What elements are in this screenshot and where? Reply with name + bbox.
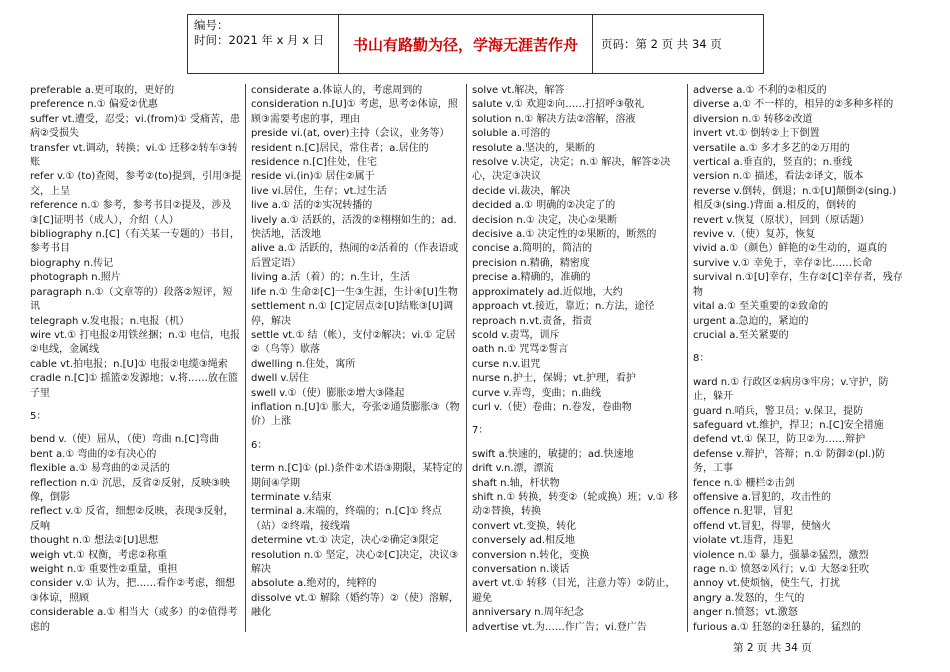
- vocab-entry: decided a.① 明确的②决定了的: [472, 200, 616, 212]
- vocab-entry: living a.活（着）的；n.生计，生活: [251, 272, 410, 284]
- vocab-entry: angry a.发怒的，生气的: [693, 592, 805, 604]
- vocab-entry: solution n.① 解决方法②溶解，溶液: [472, 113, 636, 125]
- vocab-entry: concise a.简明的，简洁的: [472, 243, 593, 255]
- vocab-entry: invert vt.① 倒转②上下倒置: [693, 128, 820, 140]
- vocab-entry: determine vt.① 决定，决心②确定③限定: [251, 535, 439, 547]
- vocab-entry: lively a.① 活跃的，活泼的②栩栩如生的；ad.快活地，活泼地: [251, 214, 457, 241]
- vocab-entry: preside vi.(at, over)主持（会议，业务等）: [251, 128, 450, 140]
- vocab-entry: bent a.① 弯曲的②有决心的: [30, 448, 157, 460]
- vocab-entry: swell v.①（使）膨胀②增大③隆起: [251, 387, 405, 399]
- vocab-entry: revive v.（使）复苏，恢复: [693, 229, 816, 241]
- vocab-entry: curl v.（使）卷曲；n.卷发，卷曲物: [472, 401, 632, 413]
- vocab-entry: salute v.① 欢迎②向……打招呼③敬礼: [472, 99, 645, 111]
- vocab-entry: defend vt.① 保卫，防卫②为……辩护: [693, 434, 866, 446]
- section-number: 5：: [30, 410, 47, 422]
- vocab-entry: consider v.① 认为，把……看作②考虑，细想③体谅，照顾: [30, 578, 236, 604]
- vocab-entry: reproach n.vt.责备，指责: [472, 315, 593, 327]
- vocab-entry: cable vt.拍电报；n.[U]① 电报②电缆③绳索: [30, 358, 228, 370]
- header-motto: 书山有路勤为径，学海无涯苦作舟: [338, 14, 593, 74]
- vocab-entry: biography n.传记: [30, 257, 114, 269]
- vocab-entry: decision n.① 决定，决心②果断: [472, 214, 618, 226]
- vocab-entry: suffer vt.遭受，忍受；vi.(from)① 受痛苦，患病②受损失: [30, 113, 240, 140]
- vocab-entry: offensive a.冒犯的，攻击性的: [693, 491, 832, 503]
- vocab-entry: dwelling n.住处，寓所: [251, 358, 356, 370]
- vocab-entry: resolve v.决定，决定；n.① 解决，解答②决心，决定③决议: [472, 157, 671, 183]
- vocab-entry: residence n.[C]住处，住宅: [251, 157, 378, 169]
- vocab-entry: scold v.责骂，训斥: [472, 329, 560, 341]
- vocab-entry: precise a.精确的，准确的: [472, 272, 591, 284]
- vocab-entry: flexible a.① 易弯曲的②灵活的: [30, 463, 170, 475]
- vocab-entry: advertise vt.为……作广告；vi.登广告: [472, 621, 647, 633]
- vocab-entry: term n.[C]① (pl.)条件②术语③期限，某特定的期间④学期: [251, 463, 463, 489]
- vocab-entry: offend vt.冒犯，得罪，使恼火: [693, 520, 832, 532]
- vocab-entry: terminal a.末端的，终端的；n.[C]① 终点（站）②终端，接线端: [251, 506, 442, 532]
- vocab-entry: telegraph v.发电报；n.电报（机）: [30, 315, 190, 327]
- vocab-entry: violence n.① 暴力，强暴②猛烈，激烈: [693, 549, 869, 561]
- vocab-entry: versatile a.① 多才多艺的②万用的: [693, 142, 850, 154]
- vocab-entry: weigh vt.① 权衡，考虑②称重: [30, 549, 168, 561]
- vocab-entry: resolute a.坚决的，果断的: [472, 142, 596, 154]
- vocab-entry: safeguard vt.维护，捍卫；n.[C]安全措施: [693, 419, 884, 431]
- vocab-entry: alive a.① 活跃的，热闹的②活着的（作表语或后置定语）: [251, 243, 459, 269]
- id-label: 编号：: [194, 18, 229, 32]
- vocab-entry: conversely ad.相反地: [472, 535, 576, 547]
- vocab-entry: decide vi.裁决，解决: [472, 185, 571, 197]
- vocab-entry: oath n.① 咒骂②誓言: [472, 344, 569, 356]
- vocab-entry: nurse n.护士，保姆；vt.护理，看护: [472, 373, 636, 385]
- vocab-entry: version n.① 描述，看法②译文，版本: [693, 171, 864, 183]
- vocab-entry: resident n.[C]居民，常住者；a.居住的: [251, 142, 429, 154]
- vocab-entry: approach vt.接近，靠近；n.方法，途径: [472, 301, 655, 313]
- vocab-entry: soluble a.可溶的: [472, 128, 551, 140]
- vocab-entry: defense v.辩护，答辩；n.① 防御②(pl.)防务，工事: [693, 448, 886, 475]
- vocab-entry: resolution n.① 坚定，决心②[C]决定，决议③解决: [251, 549, 459, 575]
- vocab-entry: paragraph n.①（文章等的）段落②短评，短讯: [30, 286, 233, 313]
- vocab-entry: swift a.快速的，敏捷的；ad.快速地: [472, 448, 634, 460]
- vocab-entry: shift n.① 转换，转变②（轮或换）班；v.① 移动②替换，转换: [472, 491, 678, 518]
- vocab-entry: weight n.① 重要性②重量，重担: [30, 564, 178, 575]
- vocab-entry: inflation n.[U]① 胀大，夸张②通货膨胀③（物价）上涨: [251, 401, 460, 428]
- vocab-column-3: [472, 84, 684, 635]
- vocab-entry: vivid a.①（颜色）鲜艳的②生动的，逼真的: [693, 243, 888, 255]
- vocab-entry: annoy vt.使烦恼，使生气，打扰: [693, 578, 841, 590]
- header-meta: [187, 14, 339, 74]
- vocab-entry: thought n.① 想法②[U]思想: [30, 535, 159, 547]
- vocab-entry: transfer vt.调动，转换；vi.① 迁移②转车③转账: [30, 142, 238, 169]
- vocab-entry: reference n.① 参考，参考书目②提及，涉及③[C]证明书（成人），介绍（人）: [30, 200, 232, 226]
- spacer: [693, 367, 905, 376]
- vocab-entry: consideration n.[U]① 考虑，思考②体谅，照顾③需要考虑的事，理由: [251, 99, 458, 125]
- vocab-entry: furious a.① 狂怒的②狂暴的，猛烈的: [693, 621, 862, 633]
- vocab-column-1: [30, 84, 242, 635]
- page-footer: 第 2 页 共 34 页: [733, 642, 812, 654]
- vocab-entry: bend v.（使）屈从，（使）弯曲 n.[C]弯曲: [30, 434, 220, 446]
- vocab-entry: drift v.n.漂，漂流: [472, 463, 554, 475]
- vocab-entry: dissolve vt.① 解除（婚约等）②（使）溶解，融化: [251, 592, 459, 619]
- vocab-entry: fence n.① 栅栏②击剑: [693, 477, 795, 489]
- vocab-column-2: [251, 84, 463, 621]
- page-header: [187, 14, 764, 74]
- header-page-info: 页码：第 2 页 共 34 页: [592, 14, 764, 74]
- spacer: [30, 401, 242, 410]
- column-divider: [245, 84, 246, 632]
- vocab-entry: solve vt.解决，解答: [472, 85, 565, 96]
- vocab-entry: rage n.① 愤怒②风行；v.① 大怒②狂吹: [693, 564, 869, 575]
- vocab-entry: curve v.弄弯，变曲；n.曲线: [472, 387, 602, 399]
- vocab-entry: diversion n.① 转移②改道: [693, 113, 813, 125]
- vocab-entry: revert v.恢复（原状），回到（原话题）: [693, 214, 870, 226]
- vocab-entry: live a.① 活的②实况转播的: [251, 200, 373, 212]
- vocab-entry: terminate v.结束: [251, 491, 332, 503]
- vocab-entry: reflection n.① 沉思，反省②反射，反映③映像，倒影: [30, 477, 230, 503]
- vocab-entry: diverse a.① 不一样的，相异的②多种多样的: [693, 99, 894, 111]
- spacer: [251, 453, 463, 462]
- spacer: [472, 439, 684, 448]
- spacer: [693, 343, 905, 352]
- column-divider: [466, 84, 467, 632]
- vocab-entry: conversion n.转化，变换: [472, 549, 590, 561]
- vocab-entry: refer v.① (to)查阅，参考②(to)提到，引用③提交，上呈: [30, 171, 242, 197]
- vocab-entry: survive v.① 幸免于，幸存②比……长命: [693, 257, 873, 269]
- vocab-entry: dwell v.居住: [251, 373, 309, 385]
- vocab-entry: wire vt.① 打电报②用铁丝捆；n.① 电信，电报②电线，金属线: [30, 329, 240, 356]
- vocab-entry: precision n.精确，精密度: [472, 257, 590, 269]
- vocab-entry: crucial a.至关紧要的: [693, 329, 789, 341]
- spacer: [251, 430, 463, 439]
- vocab-entry: avert vt.① 转移（目光，注意力等）②防止，避免: [472, 578, 676, 604]
- vocab-entry: preferable a.更可取的，更好的: [30, 85, 175, 96]
- vocab-entry: absolute a.绝对的，纯粹的: [251, 578, 377, 590]
- spacer: [472, 415, 684, 424]
- vocab-entry: urgent a.急迫的，紧迫的: [693, 315, 809, 327]
- vocab-column-4: [693, 84, 905, 635]
- vocab-entry: violate vt.违背，违犯: [693, 535, 793, 547]
- vocab-entry: approximately ad.近似地，大约: [472, 286, 623, 298]
- vocab-entry: reverse v.倒转，倒退；n.①[U]颠倒②(sing.)相反③(sing.)背面 a.相反的，倒转的: [693, 185, 897, 212]
- vocab-entry: adverse a.① 不利的②相反的: [693, 85, 827, 96]
- vocab-entry: guard n.哨兵，警卫员；v.保卫，提防: [693, 405, 864, 417]
- vocab-entry: cradle n.[C]① 摇篮②发源地；v.将……放在篮子里: [30, 373, 238, 399]
- vocab-entry: considerate a.体谅人的，考虑周到的: [251, 85, 423, 96]
- section-number: 8：: [693, 353, 710, 365]
- vocab-entry: settlement n.① [C]定居点②[U]结账③[U]调停，解决: [251, 301, 454, 327]
- vocab-entry: convert vt.变换，转化: [472, 520, 577, 532]
- vocab-entry: anger n.愤怒；vt.激怒: [693, 607, 798, 619]
- vocab-entry: shaft n.轴，杆状物: [472, 477, 560, 489]
- vocab-entry: conversation n.谈话: [472, 564, 570, 575]
- section-number: 6：: [251, 439, 268, 451]
- vocab-entry: curse n.v.诅咒: [472, 358, 541, 370]
- column-divider: [687, 84, 688, 632]
- vocab-entry: reside vi.(in)① 居住②属于: [251, 171, 375, 183]
- vocab-entry: considerable a.① 相当大（或多）的②值得考虑的: [30, 607, 238, 633]
- vocab-entry: vertical a.垂直的，竖直的；n.垂线: [693, 157, 853, 169]
- vocab-entry: bibliography n.[C]（有关某一专题的）书目，参考书目: [30, 229, 240, 255]
- vocab-entry: settle vt.① 结（帐），支付②解决；vi.① 定居②（鸟等）歇落: [251, 329, 456, 356]
- vocab-entry: live vi.居住，生存；vt.过生活: [251, 185, 387, 197]
- time-label: 时间：2021 年 x 月 x 日: [194, 33, 325, 47]
- vocab-entry: offence n.犯罪，冒犯: [693, 506, 793, 518]
- vocab-entry: ward n.① 行政区②病房③牢房；v.守护，防止，躲开: [693, 376, 889, 403]
- vocab-entry: reflect v.① 反省，细想②反映，表现③反射，反响: [30, 506, 234, 532]
- vocab-entry: survival n.①[U]幸存，生存②[C]幸存者，残存物: [693, 272, 903, 298]
- vocab-entry: vital a.① 至关重要的②致命的: [693, 301, 829, 313]
- spacer: [30, 424, 242, 433]
- vocab-entry: decisive a.① 决定性的②果断的，断然的: [472, 229, 657, 241]
- section-number: 7：: [472, 425, 489, 437]
- vocab-entry: anniversary n.周年纪念: [472, 607, 584, 619]
- vocab-entry: photograph n.照片: [30, 272, 121, 284]
- vocab-entry: life n.① 生命②[C]一生③生涯，生计④[U]生物: [251, 286, 458, 298]
- vocab-entry: preference n.① 偏爱②优惠: [30, 99, 158, 111]
